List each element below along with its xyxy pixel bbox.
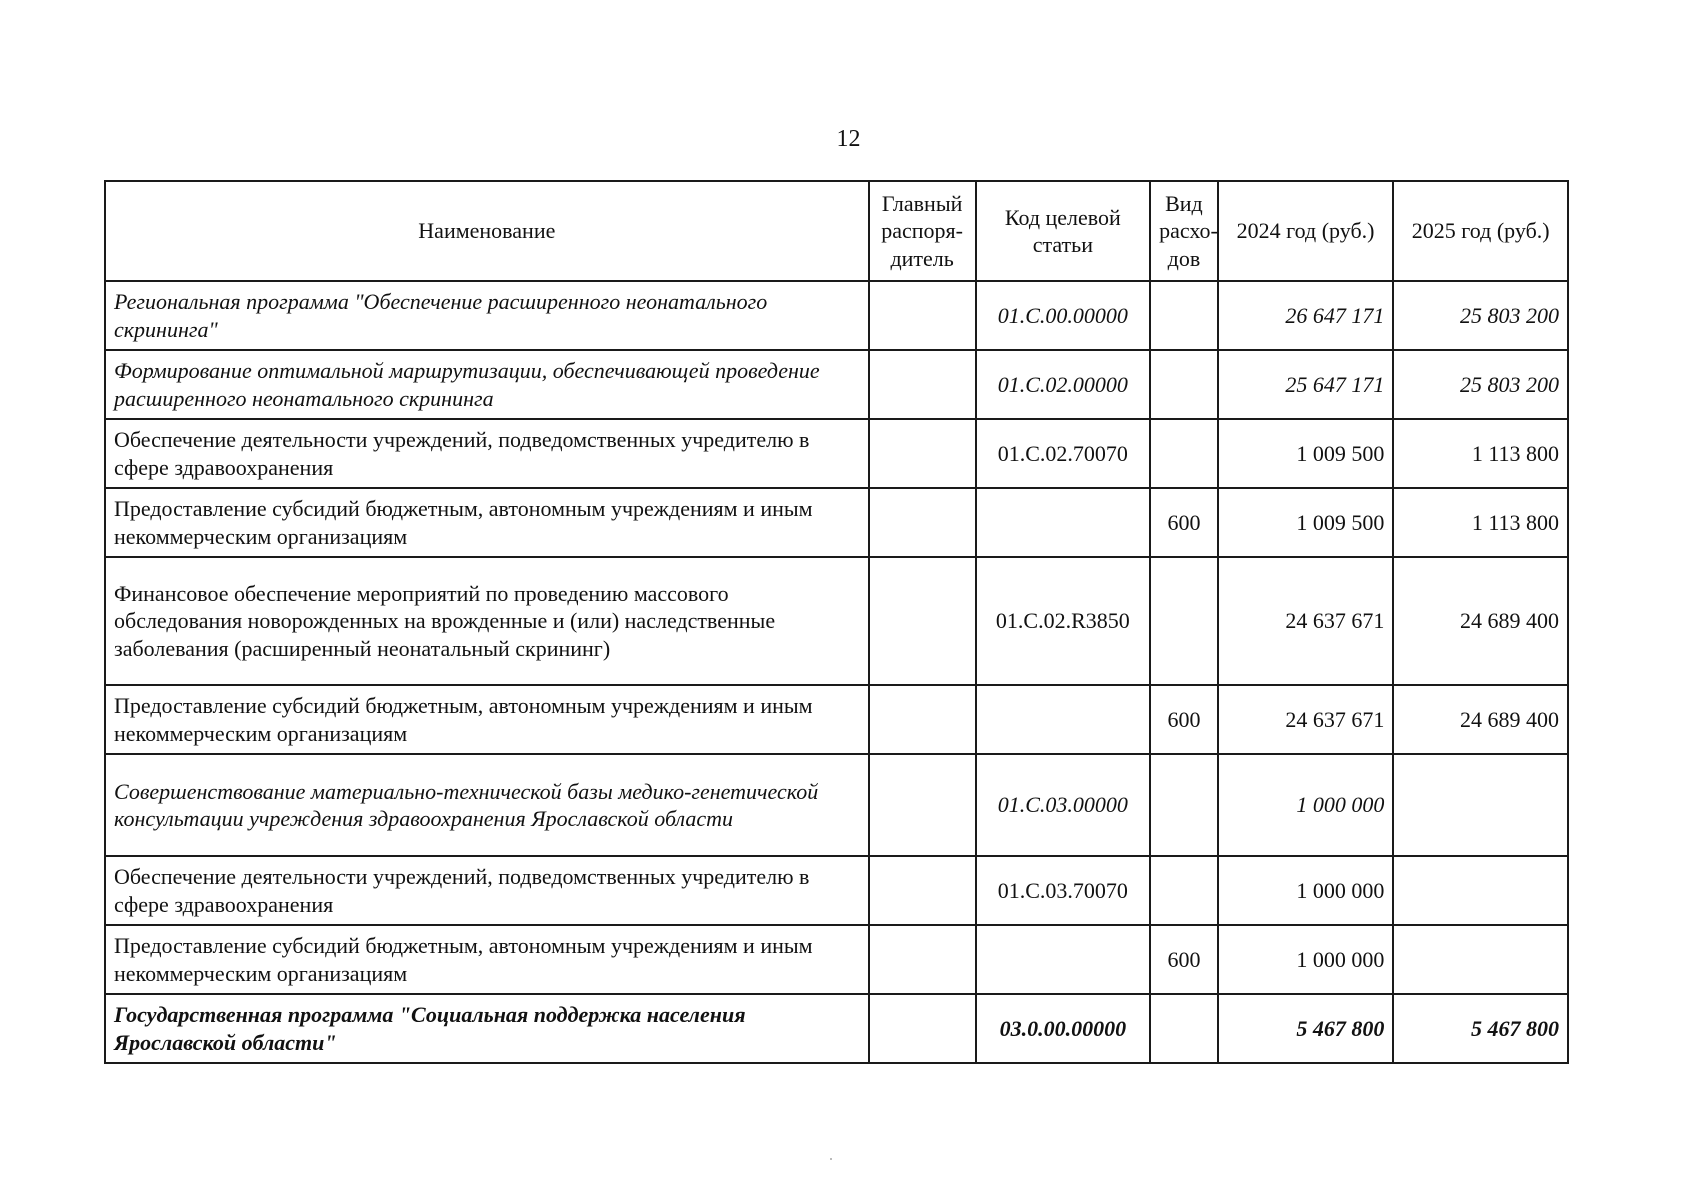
cell-name: Обеспечение деятельности учреждений, подведомственных учредителю в сфере здравоохранения [105, 856, 869, 925]
cell-2025: 24 689 400 [1393, 685, 1568, 754]
header-name: Наименование [105, 181, 869, 281]
cell-vid [1150, 419, 1218, 488]
cell-2025: 25 803 200 [1393, 350, 1568, 419]
cell-2024: 1 000 000 [1218, 754, 1394, 856]
cell-code [976, 488, 1151, 557]
cell-vid [1150, 994, 1218, 1063]
cell-name: Предоставление субсидий бюджетным, автономным учреждениям и иным некоммерческим организациям [105, 685, 869, 754]
cell-2024: 24 637 671 [1218, 685, 1394, 754]
cell-manager [869, 557, 976, 685]
cell-2025 [1393, 754, 1568, 856]
cell-manager [869, 994, 976, 1063]
header-vid: Вид расхо-дов [1150, 181, 1218, 281]
cell-2025: 5 467 800 [1393, 994, 1568, 1063]
cell-name: Государственная программа "Социальная поддержка населения Ярославской области" [105, 994, 869, 1063]
cell-manager [869, 856, 976, 925]
cell-code: 03.0.00.00000 [976, 994, 1151, 1063]
cell-2025: 1 113 800 [1393, 419, 1568, 488]
table-row [105, 281, 1568, 350]
cell-vid [1150, 350, 1218, 419]
cell-code: 01.С.02.R3850 [976, 557, 1151, 685]
cell-code: 01.С.02.70070 [976, 419, 1151, 488]
cell-vid [1150, 557, 1218, 685]
cell-manager [869, 488, 976, 557]
table-row [105, 925, 1568, 994]
table-row [105, 419, 1568, 488]
cell-2025: 1 113 800 [1393, 488, 1568, 557]
cell-name: Финансовое обеспечение мероприятий по проведению массового обследования новорожденных на врожденные и (или) наследственные заболевания (расширенный неонатальный скрининг) [105, 557, 869, 685]
cell-vid [1150, 856, 1218, 925]
table-header-row [105, 181, 1568, 281]
cell-name: Предоставление субсидий бюджетным, автономным учреждениям и иным некоммерческим организациям [105, 488, 869, 557]
cell-manager [869, 754, 976, 856]
budget-table [104, 180, 1569, 1064]
cell-name: Предоставление субсидий бюджетным, автономным учреждениям и иным некоммерческим организациям [105, 925, 869, 994]
header-2024: 2024 год (руб.) [1218, 181, 1394, 281]
cell-name: Обеспечение деятельности учреждений, подведомственных учредителю в сфере здравоохранения [105, 419, 869, 488]
header-manager: Главный распоря-дитель [869, 181, 976, 281]
cell-vid [1150, 281, 1218, 350]
cell-2025: 24 689 400 [1393, 557, 1568, 685]
cell-2024: 24 637 671 [1218, 557, 1394, 685]
cell-manager [869, 685, 976, 754]
cell-2024: 1 000 000 [1218, 856, 1394, 925]
cell-name: Региональная программа "Обеспечение расширенного неонатального скрининга" [105, 281, 869, 350]
scan-artifact [830, 1158, 832, 1160]
cell-code: 01.С.03.70070 [976, 856, 1151, 925]
cell-2024: 1 009 500 [1218, 419, 1394, 488]
table-row [105, 994, 1568, 1063]
table-row [105, 557, 1568, 685]
cell-manager [869, 281, 976, 350]
cell-manager [869, 419, 976, 488]
table-row [105, 685, 1568, 754]
cell-code: 01.С.02.00000 [976, 350, 1151, 419]
cell-2024: 26 647 171 [1218, 281, 1394, 350]
cell-code [976, 685, 1151, 754]
header-2025: 2025 год (руб.) [1393, 181, 1568, 281]
cell-vid [1150, 754, 1218, 856]
table-row [105, 488, 1568, 557]
cell-code: 01.С.00.00000 [976, 281, 1151, 350]
cell-name: Формирование оптимальной маршрутизации, обеспечивающей проведение расширенного неонатального скрининга [105, 350, 869, 419]
cell-2024: 1 000 000 [1218, 925, 1394, 994]
cell-2025: 25 803 200 [1393, 281, 1568, 350]
cell-vid: 600 [1150, 488, 1218, 557]
page-number: 12 [836, 126, 861, 152]
cell-2024: 5 467 800 [1218, 994, 1394, 1063]
cell-code: 01.С.03.00000 [976, 754, 1151, 856]
cell-code [976, 925, 1151, 994]
table-row [105, 754, 1568, 856]
cell-vid: 600 [1150, 685, 1218, 754]
cell-2025 [1393, 856, 1568, 925]
cell-2024: 25 647 171 [1218, 350, 1394, 419]
header-code: Код целевой статьи [976, 181, 1151, 281]
cell-vid: 600 [1150, 925, 1218, 994]
cell-name: Совершенствование материально-технической базы медико-генетической консультации учреждения здравоохранения Ярославской области [105, 754, 869, 856]
cell-manager [869, 925, 976, 994]
cell-2025 [1393, 925, 1568, 994]
cell-2024: 1 009 500 [1218, 488, 1394, 557]
table-row [105, 856, 1568, 925]
table-row [105, 350, 1568, 419]
cell-manager [869, 350, 976, 419]
